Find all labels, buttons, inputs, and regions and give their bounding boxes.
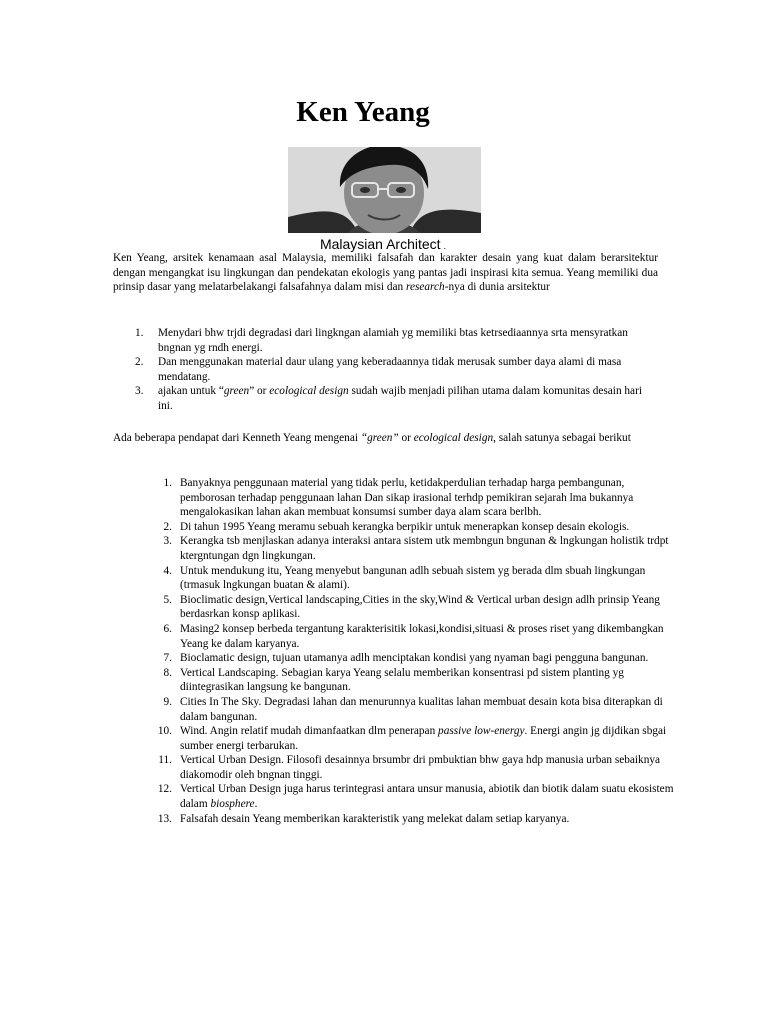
opinions-intro-paragraph (113, 431, 658, 446)
list-item-italic: ecological design (269, 385, 349, 398)
list-number: 11. (158, 754, 172, 767)
list-item-text: Banyaknya penggunaan material yang tidak perlu, ketidakperdulian terhadap harga pembangunan, pemborosan terhadap penggunaan lahan Dan sikap irasional terhdp pemikiran sejarah lma bukannya mengalokasikan lahan akan membuat konsumsi sumber daya alam scara berlbh. (180, 477, 634, 519)
list-number: 2. (135, 356, 144, 369)
list-item-text: sudah wajib menjadi pilihan utama dalam komunitas desain hari ini. (158, 385, 642, 412)
caption-mark: . (443, 241, 447, 251)
list-item (136, 782, 681, 811)
list-item-text: Vertical Urban Design juga harus terintegrasi antara unsur manusia, abiotik dan biotik dalam suatu ekosistem dalam (180, 783, 674, 811)
list-number: 3. (163, 535, 172, 548)
list-item-text: Masing2 konsep berbeda tergantung karakterisitik lokasi,kondisi,situasi & proses riset yang dikembangkan Yeang ke dalam karyanya. (180, 622, 664, 650)
list-number: 3. (135, 385, 144, 398)
list-item-text: Vertical Landscaping. Sebagian karya Yeang selalu memberikan konsentrasi pd sistem planting yg diintegrasikan langsung ke bangunan. (180, 666, 624, 694)
list-item-italic: green (223, 385, 250, 398)
list-item (136, 476, 681, 520)
list-item (136, 666, 681, 695)
list-item (136, 520, 681, 535)
intro-text-end: -nya di dunia arsitektur (444, 281, 550, 294)
list-item-italic: biosphere (210, 798, 255, 811)
caption-text: Malaysian Architect (319, 236, 441, 252)
list-item-text: Falsafah desain Yeang memberikan karakteristik yang melekat dalam setiap karyanya. (180, 812, 570, 825)
list-item (136, 622, 681, 651)
list-item (113, 326, 658, 355)
list-number: 1. (163, 477, 172, 489)
paragraph-text: , salah satunya sebagai berikut (493, 432, 631, 444)
list-number: 12. (157, 783, 172, 796)
list-item (136, 564, 681, 593)
list-item (136, 812, 681, 827)
portrait-photo (288, 147, 481, 233)
list-number: 1. (135, 327, 144, 339)
list-number: 9. (163, 695, 172, 708)
list-item-text: . (254, 798, 258, 811)
list-item-text: Menydari bhw trjdi degradasi dari lingkngan alamiah yg memiliki btas ketrsediaannya srta mensyratkan bngnan yg rndh energi. (158, 327, 628, 354)
list-number: 7. (163, 652, 172, 665)
list-item-text: Cities In The Sky. Degradasi lahan dan menurunnya kualitas lahan membuat desain kota bisa diterapkan di dalam bangunan. (180, 695, 663, 723)
list-item-text: Di tahun 1995 Yeang meramu sebuah kerangka berpikir untuk menerapkan konsep desain ekologis. (180, 520, 630, 533)
list-item-text: Vertical Urban Design. Filosofi desainnya brsumbr dri pmbuktian bhw gaya hdp manusia urban sebaiknya diakomodir oleh bngnan tinggi. (180, 754, 661, 781)
list-number: 6. (163, 622, 172, 635)
list-item (136, 651, 681, 666)
list-number: 13. (157, 812, 172, 825)
intro-paragraph (113, 251, 658, 295)
list-number: 10. (157, 725, 172, 738)
principles-list (113, 326, 658, 414)
intro-text: Ken Yeang, arsitek kenamaan asal Malaysia, memiliki falsafah dan karakter desain yang kuat dalam berarsitektur dengan mengangkat isu lingkungan dan pendekatan ekologis yang pantas jadi inspirasi kita semua. Yeang memiliki dua prinsip dasar yang melatarbelakangi falsafahnya dalam misi dan (113, 252, 658, 294)
list-item-text: Bioclimatic design,Vertical landscaping,Cities in the sky,Wind & Vertical urban design adlh prinsip Yeang berdasrkan konsp aplikasi. (180, 593, 660, 621)
list-item-text: Untuk mendukung itu, Yeang menyebut bangunan adlh sebuah sistem yg berada dlm sbuah lingkungan (trmasuk lngkungan buatan & alami). (180, 564, 646, 592)
list-item (113, 355, 658, 384)
paragraph-italic: “green” (360, 432, 399, 444)
list-item (136, 593, 681, 622)
list-number: 4. (163, 564, 172, 577)
list-item-text: Dan menggunakan material daur ulang yang keberadaannya tidak merusak sumber daya alami di masa mendatang. (158, 356, 622, 383)
list-item (113, 384, 658, 413)
list-item-text: Wind. Angin relatif mudah dimanfaatkan dlm penerapan (180, 725, 439, 738)
list-number: 5. (163, 593, 172, 606)
list-item-text: Kerangka tsb menjlaskan adanya interaksi antara sistem utk membngun bngunan & lngkungan holistik trdpt ktergntungan dgn lingkungan. (180, 535, 669, 562)
list-item (136, 695, 681, 724)
document-title: Ken Yeang (296, 96, 430, 128)
list-number: 2. (163, 520, 172, 533)
list-item-text: ajakan untuk “ (158, 385, 224, 398)
list-item (136, 534, 681, 563)
list-item (136, 724, 681, 753)
paragraph-italic: ecological design (413, 432, 494, 444)
list-item-text: Bioclamatic design, tujuan utamanya adlh menciptakan kondisi yang nyaman bagi pengguna bangunan. (180, 652, 649, 665)
list-item-text: ” or (249, 385, 270, 398)
intro-italic: research (406, 281, 445, 294)
list-item-text: . Energi angin jg dijdikan sbgai sumber energi terbarukan. (180, 725, 667, 752)
list-item (136, 753, 681, 782)
paragraph-text: Ada beberapa pendapat dari Kenneth Yeang mengenai (113, 432, 361, 444)
opinions-list (136, 476, 681, 826)
list-number: 8. (163, 666, 172, 679)
list-item-italic: passive low-energy (438, 725, 525, 738)
paragraph-text: or (398, 432, 414, 444)
